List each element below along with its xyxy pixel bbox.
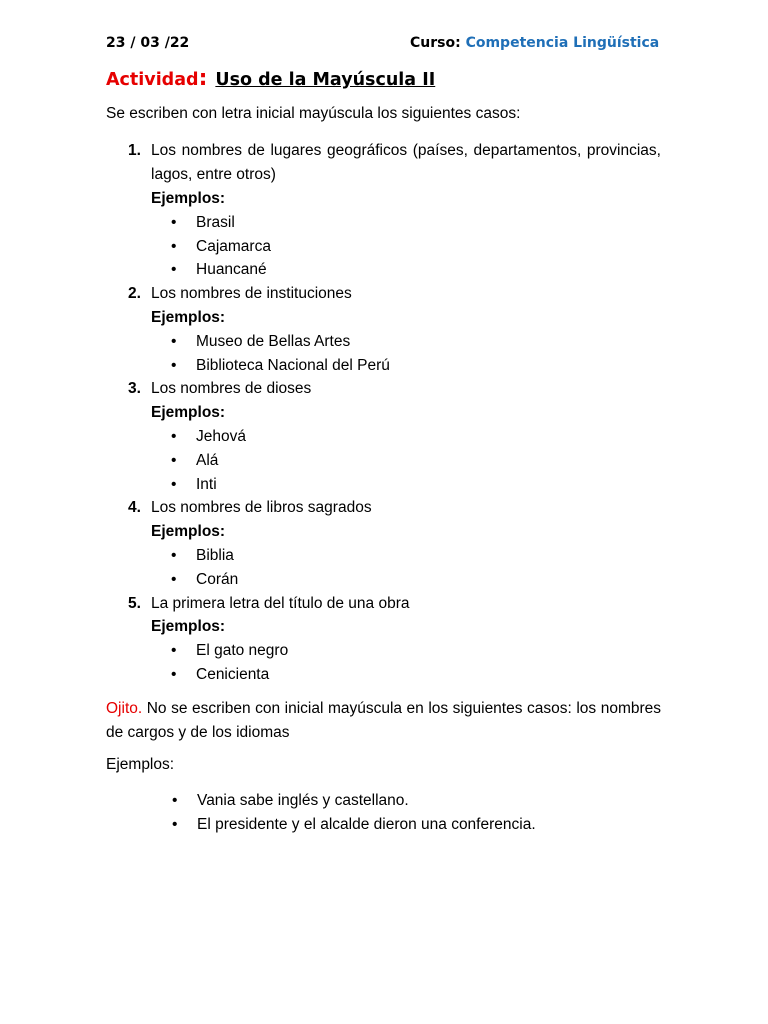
example-item xyxy=(151,425,661,449)
example-item xyxy=(151,449,661,473)
case-text: La primera letra del título de una obra xyxy=(151,594,410,612)
example-text: Museo de Bellas Artes xyxy=(196,332,351,350)
example-text: Jehová xyxy=(196,427,246,445)
example-item xyxy=(151,258,661,282)
bullet-icon: • xyxy=(171,332,177,350)
example-item xyxy=(151,211,661,235)
bullet-icon: • xyxy=(171,451,177,469)
example-text: El gato negro xyxy=(196,642,289,660)
case-number: 1. xyxy=(128,142,141,159)
example-item xyxy=(151,330,661,354)
bullet-icon: • xyxy=(171,665,177,683)
examples-list xyxy=(151,330,661,378)
bullet-icon: • xyxy=(172,816,178,833)
intro-text: Se escriben con letra inicial mayúscula los siguientes casos: xyxy=(106,105,521,122)
case-item xyxy=(106,282,661,377)
bullet-icon: • xyxy=(171,213,177,231)
activity-colon: : xyxy=(198,66,208,91)
example-item xyxy=(151,235,661,259)
case-number: 4. xyxy=(128,499,141,517)
example-item xyxy=(151,568,661,592)
course xyxy=(410,35,659,51)
examples-label: Ejemplos: xyxy=(151,618,226,636)
bullet-icon: • xyxy=(171,427,177,445)
final-example-item xyxy=(106,789,661,813)
case-text: Los nombres de dioses xyxy=(151,380,312,398)
case-text: Los nombres de instituciones xyxy=(151,285,352,303)
example-item xyxy=(151,639,661,663)
activity-topic: Uso de la Mayúscula II xyxy=(215,70,436,90)
final-example-text: El presidente y el alcalde dieron una conferencia. xyxy=(197,816,536,833)
ojito-note xyxy=(106,697,661,745)
examples-label: Ejemplos: xyxy=(151,404,226,422)
ojito-text: No se escriben con inicial mayúscula en los siguientes casos: los nombres de cargos y de los idiomas xyxy=(106,700,662,741)
case-item xyxy=(106,139,661,282)
case-number: 2. xyxy=(128,285,141,303)
cases-list xyxy=(106,139,661,687)
case-item xyxy=(106,592,661,687)
examples-list xyxy=(151,544,661,592)
examples-label: Ejemplos: xyxy=(151,308,226,326)
activity-title xyxy=(106,66,435,91)
course-name: Competencia Lingüística xyxy=(465,35,660,51)
case-text: Los nombres de libros sagrados xyxy=(151,499,372,517)
example-item xyxy=(151,473,661,497)
example-text: Corán xyxy=(196,570,239,588)
bullet-icon: • xyxy=(171,237,177,255)
examples-list xyxy=(151,425,661,496)
example-text: Biblia xyxy=(196,546,234,564)
example-text: Biblioteca Nacional del Perú xyxy=(196,356,390,374)
final-examples-list xyxy=(106,789,661,837)
case-item xyxy=(106,377,661,496)
final-example-item xyxy=(106,813,661,837)
example-item xyxy=(151,544,661,568)
date: 23 / 03 /22 xyxy=(106,35,190,51)
example-item xyxy=(151,663,661,687)
final-example-text: Vania sabe inglés y castellano. xyxy=(197,792,409,809)
bullet-icon: • xyxy=(171,546,177,564)
bullet-icon: • xyxy=(171,356,177,374)
examples-list xyxy=(151,639,661,687)
example-text: Cenicienta xyxy=(196,665,270,683)
example-item xyxy=(151,354,661,378)
activity-label: Actividad xyxy=(106,70,199,90)
example-text: Cajamarca xyxy=(196,237,271,255)
example-text: Alá xyxy=(196,451,219,469)
bullet-icon: • xyxy=(171,642,177,660)
example-text: Brasil xyxy=(196,213,235,231)
bullet-icon: • xyxy=(171,475,177,493)
case-number: 5. xyxy=(128,594,141,612)
final-examples-label: Ejemplos: xyxy=(106,756,175,773)
case-text: Los nombres de lugares geográficos (países, departamentos, provincias, lagos, entre otros) xyxy=(151,142,661,183)
bullet-icon: • xyxy=(172,792,178,809)
case-item xyxy=(106,496,661,591)
case-number: 3. xyxy=(128,380,141,398)
example-text: Inti xyxy=(196,475,217,493)
course-label: Curso: xyxy=(410,35,461,51)
examples-label: Ejemplos: xyxy=(151,190,226,207)
bullet-icon: • xyxy=(171,570,177,588)
example-text: Huancané xyxy=(196,261,267,279)
bullet-icon: • xyxy=(171,261,177,279)
ojito-label: Ojito. xyxy=(106,700,143,717)
examples-list xyxy=(151,211,661,282)
header xyxy=(106,35,661,55)
examples-label: Ejemplos: xyxy=(151,523,226,541)
